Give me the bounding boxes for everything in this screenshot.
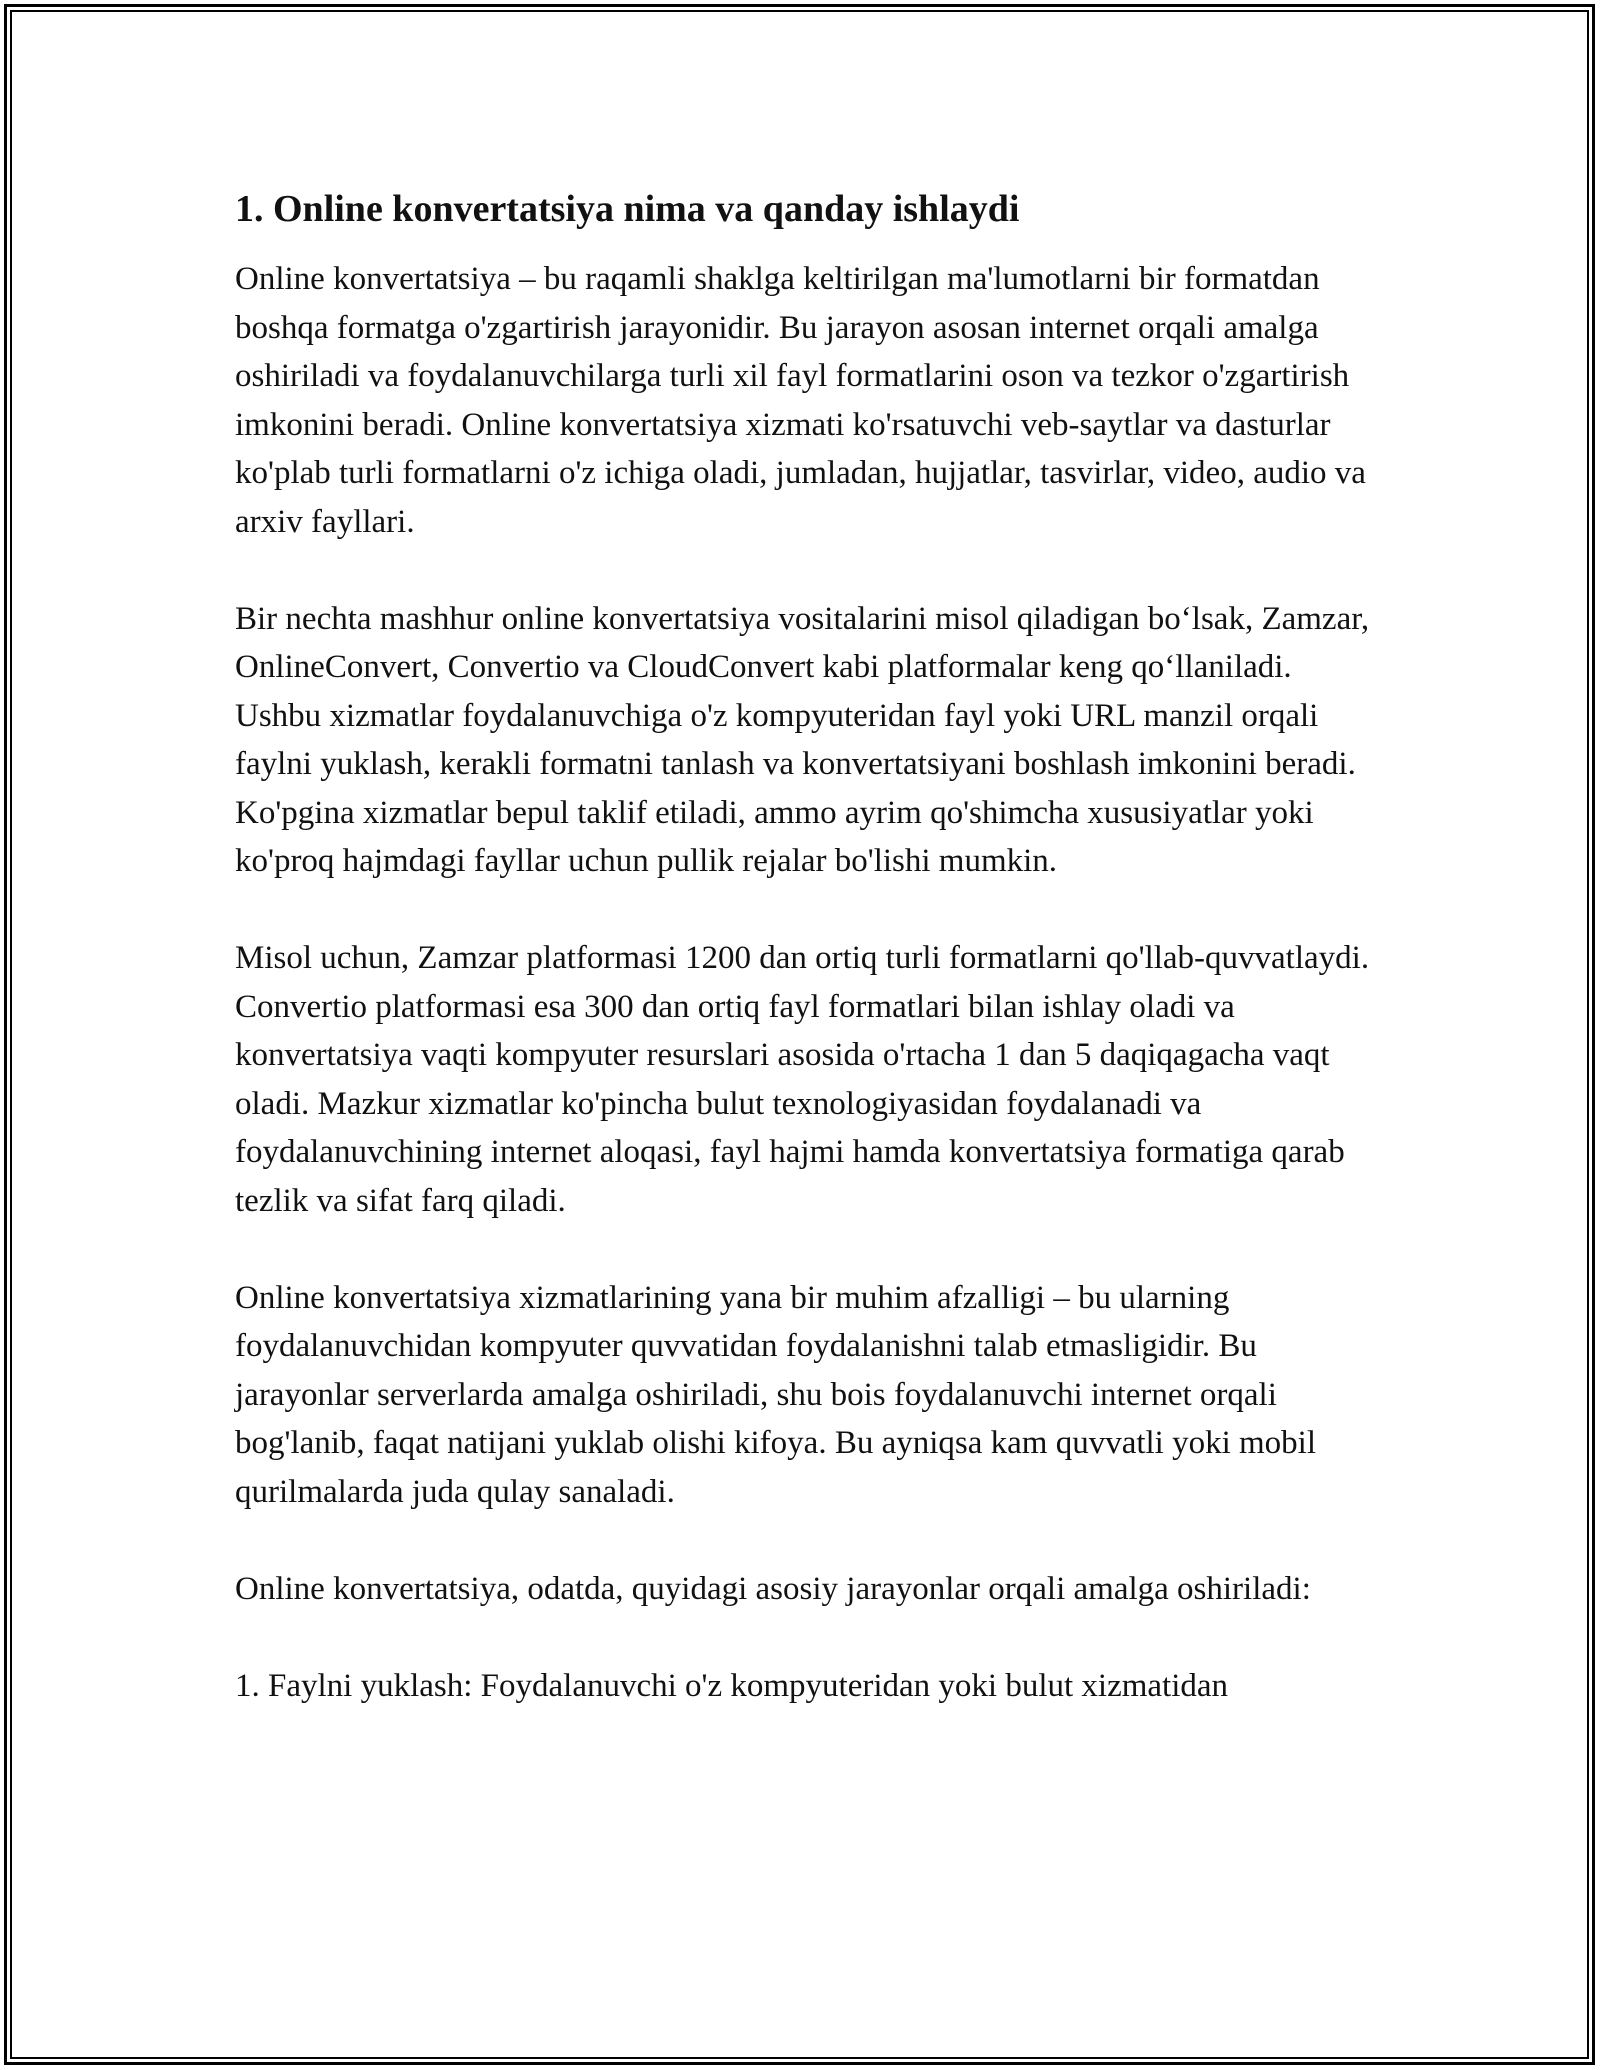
paragraph-examples: Misol uchun, Zamzar platformasi 1200 dan ortiq turli formatlarni qo'llab-quvvatlaydi. Convertio platformasi esa 300 dan ortiq fayl formatlari bilan ishlay oladi va konvertatsiya vaqti kompyuter resurslari asosida o'rtacha 1 dan 5 daqiqagacha vaqt oladi. Mazkur xizmatlar ko'pincha bulut texnologiyasidan foydalanadi va foydalanuvchining internet aloqasi, fayl hajmi hamda konvertatsiya formatiga qarab tezlik va sifat farq qiladi. [235, 940, 1370, 1219]
paragraph-definition: Online konvertatsiya – bu raqamli shaklga keltirilgan ma'lumotlarni bir formatdan boshqa formatga o'zgartirish jarayonidir. Bu jarayon asosan internet orqali amalga oshiriladi va foydalanuvchilarga turli xil fayl formatlarini oson va tezkor o'zgartirish imkonini beradi. Online konvertatsiya xizmati ko'rsatuvchi veb-saytlar va dasturlar ko'plab turli formatlarni o'z ichiga oladi, jumladan, hujjatlar, tasvirlar, video, audio va arxiv fayllari. [235, 261, 1366, 540]
document-body [235, 185, 1385, 1710]
paragraph-advantages: Online konvertatsiya xizmatlarining yana bir muhim afzalligi – bu ularning foydalanuvchidan kompyuter quvvatidan foydalanishni talab etmasligidir. Bu jarayonlar serverlarda amalga oshiriladi, shu bois foydalanuvchi internet orqali bog'lanib, faqat natijani yuklab olishi kifoya. Bu ayniqsa kam quvvatli yoki mobil qurilmalarda juda qulay sanaladi. [235, 1279, 1317, 1510]
section-heading: 1. Online konvertatsiya nima va qanday ishlaydi [235, 188, 1020, 230]
paragraph-popular-tools: Bir nechta mashhur online konvertatsiya vositalarini misol qiladigan bo‘lsak, Zamzar, OnlineConvert, Convertio va CloudConvert kabi platformalar keng qo‘llaniladi. Ushbu xizmatlar foydalanuvchiga o'z kompyuteridan fayl yoki URL manzil orqali faylni yuklash, kerakli formatni tanlash va konvertatsiyani boshlash imkonini beradi. Ko'pgina xizmatlar bepul taklif etiladi, ammo ayrim qo'shimcha xususiyatlar yoki ko'proq hajmdagi fayllar uchun pullik rejalar bo'lishi mumkin. [235, 600, 1370, 879]
paragraph-process-intro: Online konvertatsiya, odatda, quyidagi asosiy jarayonlar orqali amalga oshiriladi: [235, 1570, 1311, 1607]
list-item-upload: 1. Faylni yuklash: Foydalanuvchi o'z kompyuteridan yoki bulut xizmatidan [235, 1667, 1229, 1704]
